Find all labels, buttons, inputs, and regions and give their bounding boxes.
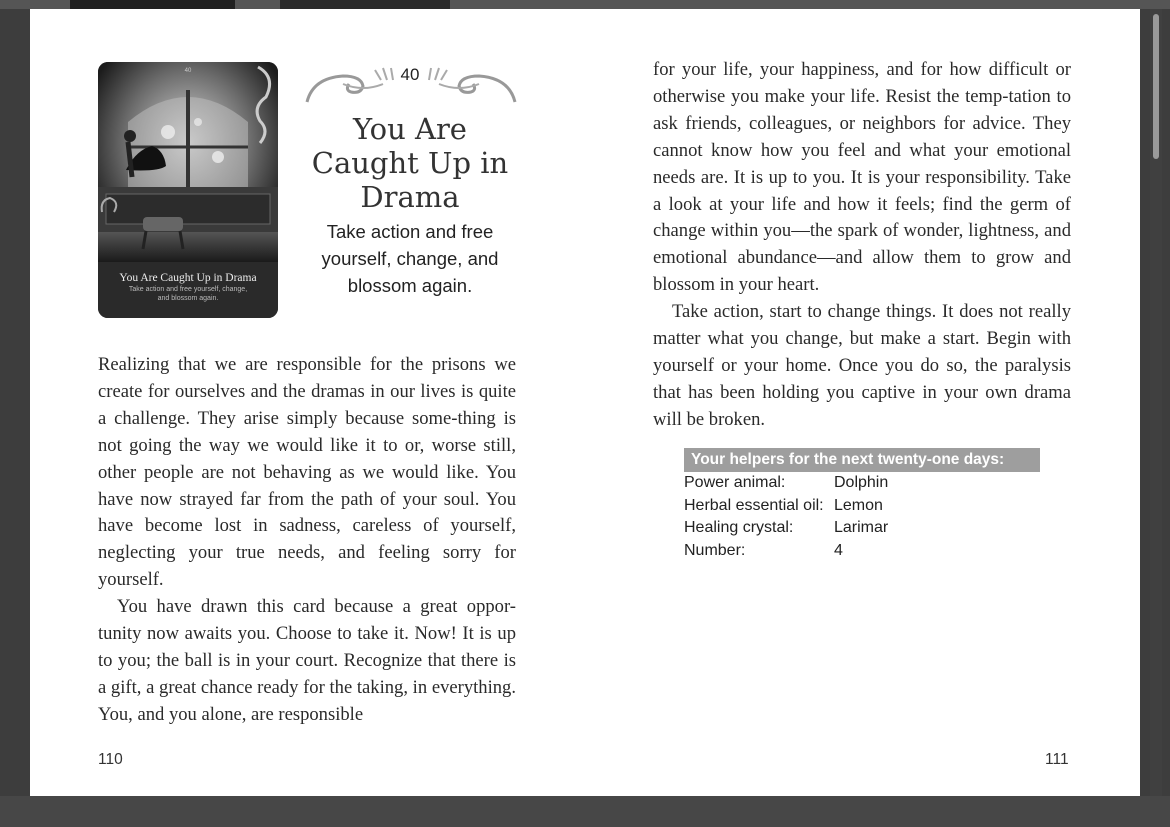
helper-value: 4 [834, 541, 843, 559]
helper-label: Herbal essential oil: [684, 496, 824, 514]
card-title: You Are Caught Up in Drama [311, 112, 509, 214]
paragraph: Take action, start to change things. It does not really matter what you change, but make a start. Begin with yourself or your home. Once you do so, the paralysis that has been holding you captive in your own drama will be broken. [653, 301, 1071, 430]
paragraph: You have drawn this card because a great oppor-tunity now awaits you. Choose to take it. Now! It is up to you; the ball is in your court. Recognize that there is a gift, a great chance ready for the taking, in everything. You, and you alone, are responsible [98, 596, 516, 725]
helper-label: Number: [684, 541, 746, 559]
helper-row [684, 517, 1040, 540]
oracle-card-image [98, 62, 278, 318]
scrollbar-thumb[interactable] [1153, 14, 1159, 159]
card-image-subtitle: Take action and free yourself, change, and blossom again. [128, 286, 248, 302]
helpers-box [684, 448, 1040, 562]
card-image-title: You Are Caught Up in Drama [119, 272, 257, 284]
card-image-number: 40 [184, 68, 192, 74]
page-number-right: 111 [1045, 751, 1069, 768]
card-subtitle: Take action and free yourself, change, and blossom again. [321, 221, 499, 296]
helper-row [684, 495, 1040, 518]
helpers-title: Your helpers for the next twenty-one days: [684, 448, 1040, 472]
helper-label: Power animal: [684, 474, 786, 491]
helper-label: Healing crystal: [684, 519, 794, 536]
helper-value: Dolphin [834, 474, 889, 491]
paragraph: Realizing that we are responsible for the prisons we create for ourselves and the dramas in our lives is quite a challenge. They arise simply because some-thing is not going the way we would like it to or, worse still, other people are not behaving as we would like. You have now strayed far from the path of your soul. You have become lost in sadness, careless of yourself, neglecting your true needs, and feeling sorry for yourself. [98, 354, 516, 591]
viewer-bottom-bar [0, 796, 1170, 827]
card-number: 40 [400, 65, 420, 84]
viewer-top-bar [0, 0, 1170, 9]
helper-value: Lemon [834, 496, 883, 514]
page-number-left: 110 [98, 751, 123, 768]
book-spread [30, 9, 1140, 796]
helper-row [684, 540, 1040, 563]
card-illustration [98, 62, 278, 262]
card-image-caption [98, 262, 278, 318]
helper-row [684, 472, 1040, 495]
helper-value: Larimar [834, 519, 889, 536]
left-body-text [98, 352, 516, 729]
paragraph: for your life, your happiness, and for how difficult or otherwise you make your life. Resist the temp-tation to ask friends, colleagues, or neighbors for advice. They cannot know how you feel and what your emotional needs are. It is up to you. It is your responsibility. Take a look at your life and how it feels; find the germ of change within you—the spark of wonder, lightness, and emotional abundance—and allow them to grow and blossom in your heart. [653, 59, 1071, 296]
right-body-text [653, 57, 1071, 434]
